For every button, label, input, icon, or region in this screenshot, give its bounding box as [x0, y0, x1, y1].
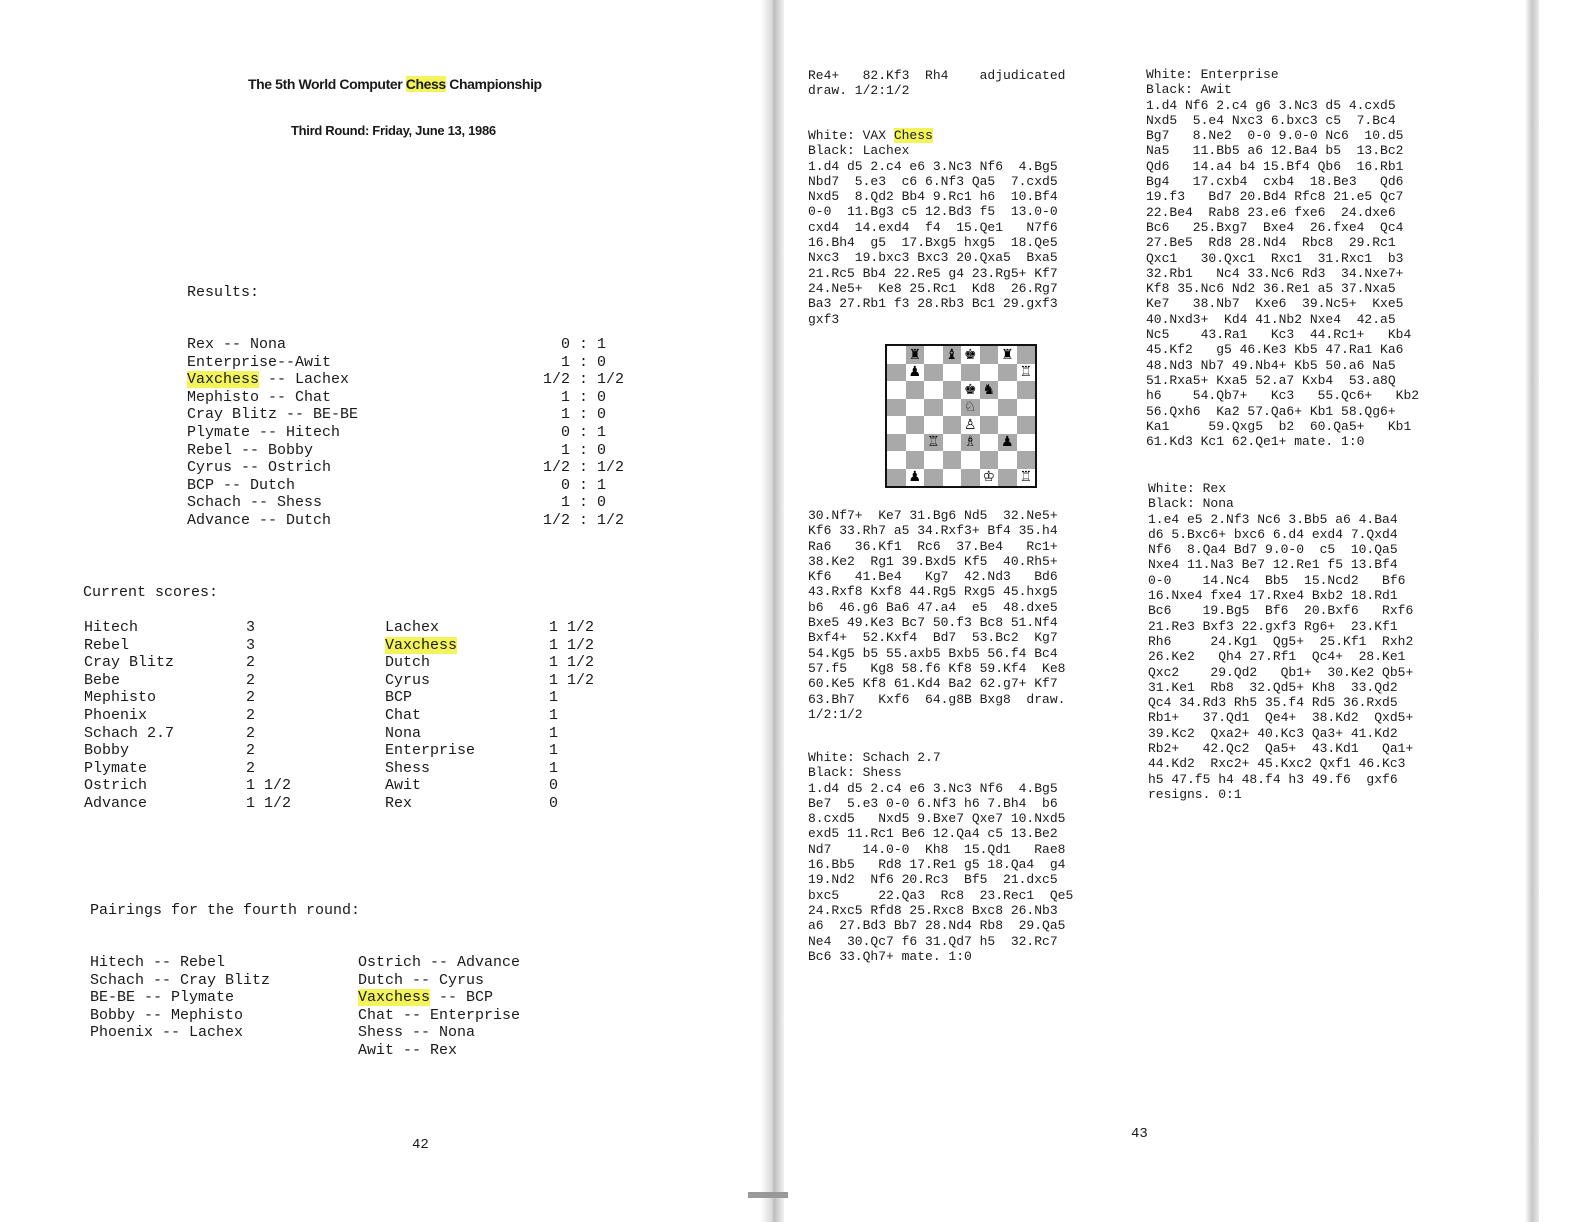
move-line: Bg4 17.cxb4 cxb4 18.Be3 Qd6 [1146, 174, 1404, 190]
scores-heading: Current scores: [83, 584, 219, 601]
table-row: Rex 0 [385, 794, 559, 812]
black-player: Black: Lachex [808, 143, 910, 159]
move-line: Qd6 14.a4 b4 15.Bf4 Qb6 16.Rb1 [1146, 158, 1404, 174]
move-line: 24.Ne5+ Ke8 25.Rc1 Kd8 26.Rg7 [808, 280, 1058, 296]
table-row: Mephisto 2 [84, 689, 256, 707]
move-line: Ba3 27.Rb1 f3 28.Rb3 Bc1 29.gxf3 [808, 296, 1058, 312]
scores-table-right [385, 619, 594, 813]
board-square: ♔ [980, 469, 999, 487]
move-line: 1/2:1/2 [808, 706, 863, 722]
table-row: Vaxchess -- Lachex 1/2 : 1/2 [187, 371, 624, 389]
move-line: 54.Kg5 b5 55.axb5 Bxb5 56.f4 Bc4 [808, 645, 1058, 661]
move-line: Bc6 19.Bg5 Bf6 20.Bxf6 Rxf6 [1148, 603, 1414, 619]
pairings-heading: Pairings for the fourth round: [90, 902, 361, 919]
board-square: ♟ [998, 434, 1017, 452]
table-row: Mephisto -- Chat 1 : 0 [187, 388, 606, 406]
table-row: Bobby 2 [84, 742, 256, 760]
table-row: Rebel -- Bobby 1 : 0 [187, 441, 606, 459]
black-player: Black: Nona [1148, 496, 1234, 512]
board-square [980, 434, 999, 452]
move-line: a6 27.Bd3 Bb7 28.Nd4 Rb8 29.Qa5 [808, 918, 1066, 934]
board-square: ♚ [961, 381, 980, 399]
move-line: 1.d4 d5 2.c4 e6 3.Nc3 Nf6 4.Bg5 [808, 158, 1058, 174]
table-row: Rebel 3 [84, 636, 256, 654]
board-square [1017, 381, 1036, 399]
board-square [980, 399, 999, 417]
list-item: Awit -- Rex [358, 1041, 458, 1059]
board-square [887, 399, 906, 417]
board-square [943, 469, 962, 487]
board-square [924, 364, 943, 382]
table-row: Hitech 3 [84, 619, 256, 636]
board-square [961, 451, 980, 469]
list-item: Schach -- Cray Blitz [90, 971, 271, 989]
move-line: resigns. 0:1 [1148, 786, 1242, 802]
move-line: 61.Kd3 Kc1 62.Qe1+ mate. 1:0 [1146, 434, 1365, 450]
table-row: Advance -- Dutch 1/2 : 1/2 [187, 511, 624, 529]
board-square: ♖ [1017, 469, 1036, 487]
white-player: White: VAX Chess [808, 128, 933, 143]
board-square [887, 434, 906, 452]
move-line: Bxf4+ 52.Kxf4 Bd7 53.Bc2 Kg7 [808, 630, 1058, 646]
list-item: Dutch -- Cyrus [358, 971, 485, 989]
board-square [998, 364, 1017, 382]
move-line: 38.Ke2 Rg1 39.Bxd5 Kf5 40.Rh5+ [808, 553, 1058, 569]
board-square [906, 399, 925, 417]
table-row: Nona 1 [385, 724, 559, 742]
move-line: bxc5 22.Qa3 Rc8 23.Rec1 Qe5 [808, 887, 1074, 903]
move-line: Nd7 14.0-0 Kh8 15.Qd1 Rae8 [808, 841, 1066, 857]
move-line: Nxc3 19.bxc3 Bxc3 20.Qxa5 Bxa5 [808, 250, 1058, 266]
board-square [943, 364, 962, 382]
page-number: 43 [1131, 1126, 1148, 1142]
move-line: Rb2+ 42.Qc2 Qa5+ 43.Kd1 Qa1+ [1148, 741, 1414, 757]
move-line: 8.cxd5 Nxd5 9.Bxe7 Qxe7 10.Nxd5 [808, 811, 1066, 827]
board-square: ♖ [924, 434, 943, 452]
move-line: d6 5.Bxc6+ bxc6 6.d4 exd4 7.Qxd4 [1148, 526, 1398, 542]
board-square [906, 434, 925, 452]
move-line: 51.Rxa5+ Kxa5 52.a7 Kxb4 53.a8Q [1146, 372, 1396, 388]
move-line: Kf6 33.Rh7 a5 34.Rxf3+ Bf4 35.h4 [808, 523, 1058, 539]
board-square [961, 469, 980, 487]
board-square [980, 364, 999, 382]
table-row: Shess 1 [385, 759, 559, 777]
board-square [961, 364, 980, 382]
move-line: Ne4 30.Qc7 f6 31.Qd7 h5 32.Rc7 [808, 933, 1058, 949]
board-square [980, 451, 999, 469]
board-square [924, 399, 943, 417]
move-line: Nf6 8.Qa4 Bd7 9.0-0 c5 10.Qa5 [1148, 542, 1398, 558]
table-row: Cyrus 1 1/2 [385, 671, 595, 689]
pairings-list-left [90, 954, 270, 1042]
board-square: ♘ [961, 399, 980, 417]
board-square [943, 451, 962, 469]
game-vax-lachex [808, 128, 1058, 327]
list-item: Vaxchess -- BCP [358, 989, 494, 1007]
table-row: Cyrus -- Ostrich 1/2 : 1/2 [187, 459, 624, 477]
move-line: 0-0 11.Bg3 c5 12.Bd3 f5 13.0-0 [808, 204, 1058, 220]
board-square: ♜ [906, 346, 925, 364]
black-player: Black: Shess [808, 765, 902, 781]
move-line: 39.Kc2 Qxa2+ 40.Kc3 Qa3+ 41.Kd2 [1148, 725, 1398, 741]
move-line: Rh6 24.Kg1 Qg5+ 25.Kf1 Rxh2 [1148, 633, 1414, 649]
table-row: Awit 0 [385, 777, 559, 795]
table-row: BCP 1 [385, 689, 559, 707]
move-line: 16.Bb5 Rd8 17.Re1 g5 18.Qa4 g4 [808, 857, 1066, 873]
list-item: Chat -- Enterprise [358, 1006, 521, 1024]
board-square [924, 416, 943, 434]
move-line: Nxd5 5.e4 Nxc3 6.bxc3 c5 7.Bc4 [1146, 112, 1396, 128]
board-square: ♟ [906, 469, 925, 487]
move-line: 26.Ke2 Qh4 27.Rf1 Qc4+ 28.Ke1 [1148, 649, 1406, 665]
table-row: Cray Blitz 2 [84, 654, 256, 672]
move-line: 45.Kf2 g5 46.Ke3 Kb5 47.Ra1 Ka6 [1146, 342, 1404, 358]
move-line: 22.Be4 Rab8 23.e6 fxe6 24.dxe6 [1146, 204, 1396, 220]
move-line: 19.Nd2 Nf6 20.Rc3 Bf5 21.dxc5 [808, 872, 1058, 888]
table-row: Cray Blitz -- BE-BE 1 : 0 [187, 406, 606, 424]
move-line: Ka1 59.Qxg5 b2 60.Qa5+ Kb1 [1146, 418, 1412, 434]
game-enterprise-awit [1146, 67, 1419, 449]
table-row: Lachex 1 1/2 [385, 619, 595, 636]
list-item: Bobby -- Mephisto [90, 1006, 244, 1024]
table-row: Rex -- Nona 0 : 1 [187, 336, 606, 353]
move-line: 57.f5 Kg8 58.f6 Kf8 59.Kf4 Ke8 [808, 660, 1066, 676]
move-line: 31.Ke1 Rb8 32.Qd5+ Kh8 33.Qd2 [1148, 679, 1398, 695]
move-line: 21.Rc5 Bb4 22.Re5 g4 23.Rg5+ Kf7 [808, 265, 1058, 281]
move-line: 1.d4 d5 2.c4 e6 3.Nc3 Nf6 4.Bg5 [808, 780, 1058, 796]
page-number: 42 [412, 1137, 429, 1153]
page-subtitle: Third Round: Friday, June 13, 1986 [291, 123, 496, 138]
move-line: Qxc2 29.Qd2 Qb1+ 30.Ke2 Qb5+ [1148, 664, 1414, 680]
board-square [887, 346, 906, 364]
table-row: Chat 1 [385, 706, 559, 724]
board-square [980, 346, 999, 364]
table-row: Plymate -- Hitech 0 : 1 [187, 423, 606, 441]
board-square [943, 416, 962, 434]
list-item: Hitech -- Rebel [90, 954, 226, 971]
board-square [924, 381, 943, 399]
move-line: Nxe4 11.Na3 Be7 12.Re1 f5 13.Bf4 [1148, 557, 1398, 573]
move-line: 63.Bh7 Kxf6 64.g8B Bxg8 draw. [808, 691, 1066, 707]
list-item: Shess -- Nona [358, 1024, 476, 1042]
board-square: ♟ [906, 364, 925, 382]
scores-table-left [84, 619, 291, 813]
list-item: BE-BE -- Plymate [90, 989, 235, 1007]
table-row: Vaxchess 1 1/2 [385, 636, 595, 654]
board-square [906, 381, 925, 399]
board-square [943, 381, 962, 399]
move-line: 1.d4 Nf6 2.c4 g6 3.Nc3 d5 4.cxd5 [1146, 97, 1396, 113]
move-line: 21.Re3 Bxf3 22.gxf3 Rg6+ 23.Kf1 [1148, 618, 1398, 634]
move-line: 19.f3 Bd7 20.Bd4 Rfc8 21.e5 Qc7 [1146, 189, 1404, 205]
move-line: 40.Nxd3+ Kd4 41.Nb2 Nxe4 42.a5 [1146, 311, 1396, 327]
list-item: Ostrich -- Advance [358, 954, 521, 971]
text-line: Re4+ 82.Kf3 Rh4 adjudicated [808, 68, 1066, 83]
board-square: ♝ [943, 346, 962, 364]
board-square [887, 381, 906, 399]
white-player: White: Enterprise [1146, 67, 1279, 82]
results-table [187, 336, 642, 530]
move-line: cxd4 14.exd4 f4 15.Qe1 N7f6 [808, 219, 1058, 235]
board-square: ♗ [961, 434, 980, 452]
results-heading: Results: [187, 284, 260, 301]
board-square: ♙ [961, 416, 980, 434]
move-line: Bg7 8.Ne2 0-0 9.0-0 Nc6 10.d5 [1146, 128, 1404, 144]
board-square [887, 416, 906, 434]
move-line: Bxe5 49.Ke3 Bc7 50.f3 Bc8 51.Nf4 [808, 615, 1058, 631]
pairings-list-right [358, 954, 520, 1060]
left-page [0, 0, 770, 1222]
move-line: Kf8 35.Nc6 Nd2 36.Re1 a5 37.Nxa5 [1146, 281, 1396, 297]
game-vax-lachex-continued [808, 508, 1065, 722]
white-player: White: Schach 2.7 [808, 750, 941, 765]
move-line: Nbd7 5.e3 c6 6.Nf3 Qa5 7.cxd5 [808, 173, 1058, 189]
board-square: ♞ [980, 381, 999, 399]
move-line: 16.Bh4 g5 17.Bxg5 hxg5 18.Qe5 [808, 235, 1058, 251]
board-square [943, 434, 962, 452]
table-row: Dutch 1 1/2 [385, 654, 595, 672]
board-square: ♜ [998, 346, 1017, 364]
move-line: Bc6 33.Qh7+ mate. 1:0 [808, 948, 972, 964]
move-line: 1.e4 e5 2.Nf3 Nc6 3.Bb5 a6 4.Ba4 [1148, 511, 1398, 527]
board-square [998, 451, 1017, 469]
game-rex-nona [1148, 481, 1413, 802]
move-line: Nxd5 8.Qd2 Bb4 9.Rc1 h6 10.Bf4 [808, 189, 1058, 205]
board-square: ♚ [961, 346, 980, 364]
board-square [924, 451, 943, 469]
move-line: Nc5 43.Ra1 Kc3 44.Rc1+ Kb4 [1146, 327, 1412, 343]
move-line: 44.Kd2 Rxc2+ 45.Kxc2 Qxf1 46.Kc3 [1148, 756, 1406, 772]
table-row: Advance 1 1/2 [84, 794, 292, 812]
board-square [998, 416, 1017, 434]
white-player: White: Rex [1148, 481, 1227, 496]
move-line: 32.Rb1 Nc4 33.Nc6 Rd3 34.Nxe7+ [1146, 265, 1404, 281]
table-row: Enterprise--Awit 1 : 0 [187, 353, 606, 371]
board-square [980, 416, 999, 434]
move-line: Na5 11.Bb5 a6 12.Ba4 b5 13.Bc2 [1146, 143, 1404, 159]
board-square [943, 399, 962, 417]
move-line: Be7 5.e3 0-0 6.Nf3 h6 7.Bh4 b6 [808, 795, 1058, 811]
move-line: 30.Nf7+ Ke7 31.Bg6 Nd5 32.Ne5+ [808, 508, 1058, 523]
table-row: Schach -- Shess 1 : 0 [187, 494, 606, 512]
board-square [1017, 399, 1036, 417]
page-title: The 5th World Computer Chess Championship [248, 76, 542, 92]
table-row: Plymate 2 [84, 759, 256, 777]
board-square [998, 469, 1017, 487]
table-row: Schach 2.7 2 [84, 724, 256, 742]
board-square [998, 399, 1017, 417]
move-line: b6 46.g6 Ba6 47.a4 e5 48.dxe5 [808, 599, 1058, 615]
move-line: exd5 11.Rc1 Be6 12.Qa4 c5 13.Be2 [808, 826, 1058, 842]
board-square [1017, 434, 1036, 452]
board-square [998, 381, 1017, 399]
table-row: Phoenix 2 [84, 706, 256, 724]
move-line: 24.Rxc5 Rfd8 25.Rxc8 Bxc8 26.Nb3 [808, 902, 1058, 918]
text-line: draw. 1/2:1/2 [808, 83, 910, 99]
move-line: 16.Nxe4 fxe4 17.Rxe4 Bxb2 18.Rd1 [1148, 588, 1398, 604]
list-item: Phoenix -- Lachex [90, 1024, 244, 1042]
move-line: Qxc1 30.Qxc1 Rxc1 31.Rxc1 b3 [1146, 250, 1404, 266]
board-square [1017, 346, 1036, 364]
move-line: 60.Ke5 Kf8 61.Kd4 Ba2 62.g7+ Kf7 [808, 676, 1058, 692]
board-square [924, 346, 943, 364]
move-line: Qc4 34.Rd3 Rh5 35.f4 Rd5 36.Rxd5 [1148, 695, 1398, 711]
board-square [1017, 416, 1036, 434]
move-line: Bc6 25.Bxg7 Bxe4 26.fxe4 Qc4 [1146, 219, 1404, 235]
move-line: Ke7 38.Nb7 Kxe6 39.Nc5+ Kxe5 [1146, 296, 1404, 312]
table-row: BCP -- Dutch 0 : 1 [187, 476, 606, 494]
table-row: Bebe 2 [84, 671, 256, 689]
board-square [924, 469, 943, 487]
chess-board-diagram [885, 344, 1037, 488]
move-line: h6 54.Qb7+ Kc3 55.Qc6+ Kb2 [1146, 388, 1420, 404]
black-player: Black: Awit [1146, 82, 1232, 98]
move-line: Kf6 41.Be4 Kg7 42.Nd3 Bd6 [808, 569, 1058, 585]
move-line: gxf3 [808, 311, 840, 327]
board-square [906, 451, 925, 469]
table-row: Enterprise 1 [385, 742, 559, 760]
move-line: Ra6 36.Kf1 Rc6 37.Be4 Rc1+ [808, 538, 1058, 554]
move-line: 0-0 14.Nc4 Bb5 15.Ncd2 Bf6 [1148, 572, 1406, 588]
board-square [887, 451, 906, 469]
move-line: 56.Qxh6 Ka2 57.Qa6+ Kb1 58.Qg6+ [1146, 403, 1396, 419]
board-square [906, 416, 925, 434]
board-square [887, 364, 906, 382]
board-square [887, 469, 906, 487]
move-line: 43.Rxf8 Kxf8 44.Rg5 Rxg5 45.hxg5 [808, 584, 1058, 600]
move-line: 27.Be5 Rd8 28.Nd4 Rbc8 29.Rc1 [1146, 235, 1396, 251]
move-line: Rb1+ 37.Qd1 Qe4+ 38.Kd2 Qxd5+ [1148, 710, 1414, 726]
board-square: ♖ [1017, 364, 1036, 382]
move-line: 48.Nd3 Nb7 49.Nb4+ Kb5 50.a6 Na5 [1146, 357, 1396, 373]
adjudication-note [808, 68, 1065, 99]
move-line: h5 47.f5 h4 48.f4 h3 49.f6 gxf6 [1148, 771, 1398, 787]
table-row: Ostrich 1 1/2 [84, 777, 292, 795]
board-square [1017, 451, 1036, 469]
game-schach-shess [808, 750, 1073, 964]
